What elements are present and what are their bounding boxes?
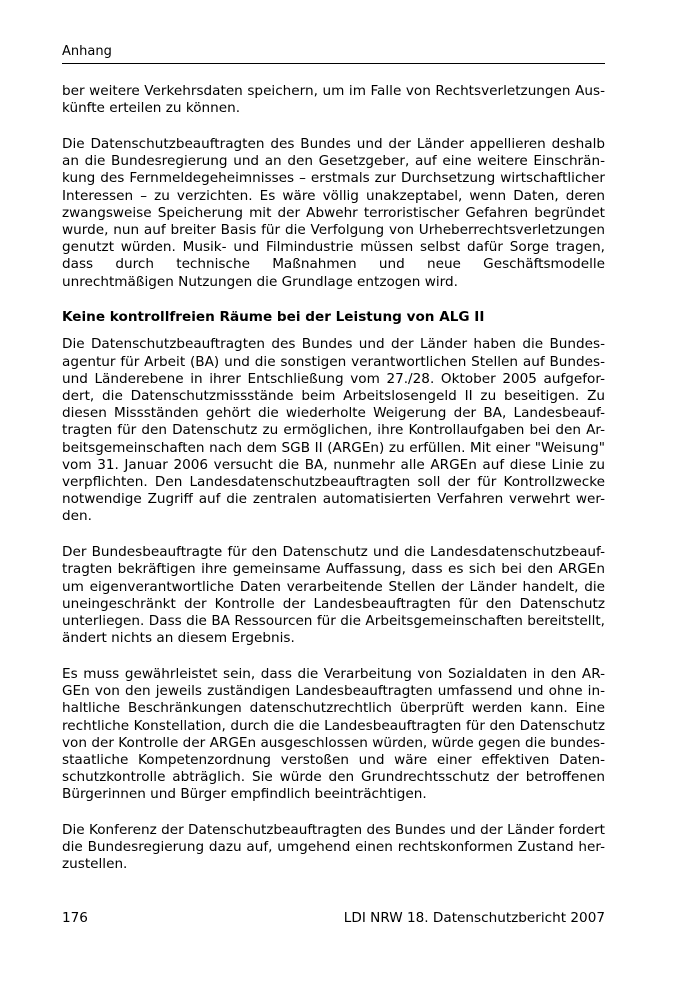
running-header (62, 44, 605, 64)
paragraph-4: Der Bundesbeauftragte für den Datenschutz und die Landesdatenschutzbeauf-tragten bekräftigen ihre gemeinsame Auffassung, dass es sich bei den ARGEn um eigenverantwortliche Daten verarbeitende Stellen der Länder handelt, die uneingeschränkt der Kontrolle der Landesbeauftragten für den Datenschutz unterliegen. Dass die BA Ressourcen für die Arbeitsgemeinschaften bereitstellt, ändert nichts an diesem Ergebnis. (62, 544, 605, 647)
section-heading: Keine kontrollfreien Räume bei der Leistung von ALG II (62, 309, 485, 326)
publication-title: LDI NRW 18. Datenschutzbericht 2007 (343, 910, 605, 926)
paragraph-3: Die Datenschutzbeauftragten des Bundes und der Länder haben die Bundes-agentur für Arbeit (BA) und die sonstigen verantwortlichen Stellen auf Bundes- und Länderebene in ihrer Entschließung vom 27./28. Oktober 2005 aufgefor-dert, die Datenschutzmissstände beim Arbeitslosengeld II zu beseitigen. Zu diesen Missständen gehört die wiederholte Weigerung der BA, Landesbeauf-tragten für den Datenschutz zu ermöglichen, ihre Kontrollaufgaben bei den Ar-beitsgemeinschaften nach dem SGB II (ARGEn) zu erfüllen. Mit einer "Weisung" vom 31. Januar 2006 versucht die BA, nunmehr alle ARGEn auf diese Linie zu verpflichten. Den Landesdatenschutzbeauftragten soll der für Kontrollzwecke notwendige Zugriff auf die zentralen automatisierten Verfahren verwehrt wer-den. (62, 336, 605, 525)
paragraph-5: Es muss gewährleistet sein, dass die Verarbeitung von Sozialdaten in den AR-GEn von den jeweils zuständigen Landesbeauftragten umfassend und ohne in-haltliche Beschränkungen datenschutzrechtlich überprüft werden kann. Eine rechtliche Konstellation, durch die die Landesbeauftragten für den Datenschutz von der Kontrolle der ARGEn ausgeschlossen würden, würde gegen die bundes-staatliche Kompetenzordnung verstoßen und wäre einer effektiven Daten-schutzkontrolle abträglich. Sie würde den Grundrechtsschutz der betroffenen Bürgerinnen und Bürger empfindlich beeinträchtigen. (62, 665, 605, 803)
paragraph-1: ber weitere Verkehrsdaten speichern, um im Falle von Rechtsverletzungen Aus-künfte erteilen zu können. (62, 83, 605, 117)
paragraph-2: Die Datenschutzbeauftragten des Bundes und der Länder appellieren deshalb an die Bundesregierung und an den Gesetzgeber, auf eine weitere Einschrän-kung des Fernmeldegeheimnisses – erstmals zur Durchsetzung wirtschaftlicher Interessen – zu verzichten. Es wäre völlig unakzeptabel, wenn Daten, deren zwangsweise Speicherung mit der Abwehr terroristischer Gefahren begründet wurde, nun auf breiter Basis für die Verfolgung von Urheberrechtsverletzungen genutzt würden. Musik- und Filmindustrie müssen selbst dafür Sorge tragen, dass durch technische Maßnahmen und neue Geschäftsmodelle unrechtmäßigen Nutzungen die Grundlage entzogen wird. (62, 135, 605, 290)
header-title: Anhang (62, 44, 112, 59)
page-body (62, 83, 605, 892)
paragraph-6: Die Konferenz der Datenschutzbeauftragten des Bundes und der Länder fordert die Bundesregierung dazu auf, umgehend einen rechtskonformen Zustand her-zustellen. (62, 822, 605, 873)
page-number: 176 (62, 910, 88, 926)
page-footer (62, 910, 605, 926)
